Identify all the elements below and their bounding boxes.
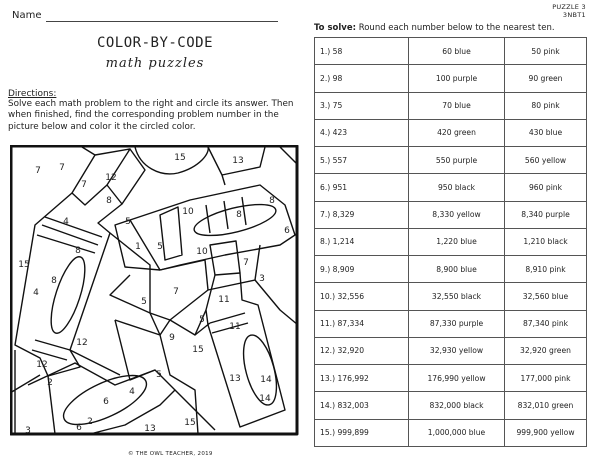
problem-cell: 13.) 176,992 <box>315 365 409 392</box>
region-number[interactable]: 15 <box>192 345 204 355</box>
problem-row <box>315 65 587 92</box>
instructions-label: To solve: <box>314 23 356 33</box>
worksheet-title: COLOR-BY-CODE <box>96 35 214 51</box>
region-number[interactable]: 13 <box>229 374 241 384</box>
answer-choice-a[interactable]: 32,550 black <box>409 283 505 310</box>
answer-choice-b[interactable]: 960 pink <box>505 174 587 201</box>
problem-row <box>315 283 587 310</box>
region-number[interactable]: 3 <box>259 274 265 284</box>
region-number[interactable]: 7 <box>243 258 249 268</box>
region-number[interactable]: 14 <box>260 375 272 385</box>
problem-cell: 12.) 32,920 <box>315 337 409 364</box>
region-number[interactable]: 13 <box>144 424 156 434</box>
answer-choice-a[interactable]: 8,900 blue <box>409 256 505 283</box>
answer-choice-b[interactable]: 8,910 pink <box>505 256 587 283</box>
answer-choice-a[interactable]: 420 green <box>409 119 505 146</box>
answer-choice-b[interactable]: 999,900 yellow <box>505 419 587 446</box>
instructions-text: Round each number below to the nearest ten. <box>356 23 555 33</box>
problem-cell: 14.) 832,003 <box>315 392 409 419</box>
region-number[interactable]: 11 <box>218 295 230 305</box>
answer-choice-a[interactable]: 1,220 blue <box>409 228 505 255</box>
answer-choice-a[interactable]: 70 blue <box>409 92 505 119</box>
puzzle-standard: 3NBT1 <box>562 11 586 20</box>
problem-row <box>315 310 587 337</box>
problem-cell: 6.) 951 <box>315 174 409 201</box>
region-number[interactable]: 3 <box>25 426 31 436</box>
region-number[interactable]: 12 <box>36 360 48 370</box>
region-number[interactable]: 4 <box>33 288 39 298</box>
region-number[interactable]: 5 <box>141 297 147 307</box>
answer-table <box>314 37 587 447</box>
answer-choice-b[interactable]: 32,560 blue <box>505 283 587 310</box>
problem-row <box>315 337 587 364</box>
region-number[interactable]: 5 <box>157 242 163 252</box>
answer-choice-b[interactable]: 80 pink <box>505 92 587 119</box>
region-number[interactable]: 8 <box>236 210 242 220</box>
region-number[interactable]: 12 <box>105 173 117 183</box>
answer-choice-a[interactable]: 832,000 black <box>409 392 505 419</box>
region-number[interactable]: 2 <box>87 417 93 427</box>
problem-cell: 5.) 557 <box>315 147 409 174</box>
problem-row <box>315 119 587 146</box>
answer-choice-b[interactable]: 1,210 black <box>505 228 587 255</box>
problem-cell: 8.) 1,214 <box>315 228 409 255</box>
region-number[interactable]: 15 <box>174 153 186 163</box>
name-label: Name <box>12 10 42 21</box>
answer-choice-b[interactable]: 87,340 pink <box>505 310 587 337</box>
directions-text: Solve each math problem to the right and circle its answer. Then when finished, find the corresponding problem number in the picture below and color it the circled color. <box>8 99 294 132</box>
region-number[interactable]: 7 <box>173 287 179 297</box>
region-number[interactable]: 9 <box>169 333 175 343</box>
copyright-footer: © THE OWL TEACHER, 2019 <box>128 451 213 457</box>
region-number[interactable]: 8 <box>269 196 275 206</box>
problem-row <box>315 92 587 119</box>
answer-choice-a[interactable]: 8,330 yellow <box>409 201 505 228</box>
region-number[interactable]: 7 <box>35 166 41 176</box>
picture-outlines <box>10 146 298 434</box>
answer-choice-a[interactable]: 176,990 yellow <box>409 365 505 392</box>
region-number[interactable]: 15 <box>18 260 30 270</box>
region-number[interactable]: 8 <box>51 276 57 286</box>
region-number[interactable]: 6 <box>284 226 290 236</box>
name-line[interactable] <box>46 21 278 22</box>
problem-cell: 10.) 32,556 <box>315 283 409 310</box>
directions-heading: Directions: <box>8 89 57 99</box>
problem-row <box>315 365 587 392</box>
problem-cell: 9.) 8,909 <box>315 256 409 283</box>
problem-row <box>315 228 587 255</box>
answer-choice-b[interactable]: 560 yellow <box>505 147 587 174</box>
answer-choice-a[interactable]: 1,000,000 blue <box>409 419 505 446</box>
problem-cell: 3.) 75 <box>315 92 409 119</box>
region-number[interactable]: 13 <box>232 156 244 166</box>
region-number[interactable]: 10 <box>196 247 208 257</box>
puzzle-id <box>552 3 586 19</box>
region-number[interactable]: 10 <box>182 207 194 217</box>
answer-choice-b[interactable]: 8,340 purple <box>505 201 587 228</box>
problem-row <box>315 256 587 283</box>
region-number[interactable]: 6 <box>76 423 82 433</box>
answer-choice-a[interactable]: 950 black <box>409 174 505 201</box>
region-number[interactable]: 11 <box>229 322 241 332</box>
region-number[interactable]: 14 <box>259 394 271 404</box>
region-number[interactable]: 2 <box>47 378 53 388</box>
answer-choice-b[interactable]: 32,920 green <box>505 337 587 364</box>
answer-choice-b[interactable]: 430 blue <box>505 119 587 146</box>
region-number[interactable]: 1 <box>135 242 141 252</box>
instructions <box>314 23 555 33</box>
answer-choice-a[interactable]: 100 purple <box>409 65 505 92</box>
region-number[interactable]: 7 <box>59 163 65 173</box>
region-number[interactable]: 8 <box>75 246 81 256</box>
region-number[interactable]: 5 <box>156 370 162 380</box>
worksheet-subtitle: math puzzles <box>105 56 205 71</box>
problem-cell: 4.) 423 <box>315 119 409 146</box>
region-number[interactable]: 5 <box>199 315 205 325</box>
answer-choice-b[interactable]: 832,010 green <box>505 392 587 419</box>
answer-choice-b[interactable]: 50 pink <box>505 38 587 65</box>
region-number[interactable]: 4 <box>129 387 135 397</box>
problem-cell: 11.) 87,334 <box>315 310 409 337</box>
puzzle-number: PUZZLE 3 <box>552 3 586 11</box>
region-number[interactable]: 7 <box>81 180 87 190</box>
picture-number-labels <box>18 153 290 436</box>
answer-choice-a[interactable]: 32,930 yellow <box>409 337 505 364</box>
region-number[interactable]: 15 <box>184 418 196 428</box>
problem-row <box>315 419 587 446</box>
problem-row <box>315 201 587 228</box>
answer-choice-b[interactable]: 90 green <box>505 65 587 92</box>
region-number[interactable]: 8 <box>106 196 112 206</box>
answer-choice-b[interactable]: 177,000 pink <box>505 365 587 392</box>
problem-row <box>315 38 587 65</box>
region-number[interactable]: 5 <box>125 217 131 227</box>
problem-cell: 7.) 8,329 <box>315 201 409 228</box>
problem-row <box>315 147 587 174</box>
problem-row <box>315 392 587 419</box>
answer-choice-a[interactable]: 60 blue <box>409 38 505 65</box>
region-number[interactable]: 12 <box>76 338 88 348</box>
problem-cell: 15.) 999,899 <box>315 419 409 446</box>
answer-choice-a[interactable]: 550 purple <box>409 147 505 174</box>
problem-cell: 2.) 98 <box>315 65 409 92</box>
color-by-code-picture <box>10 145 300 445</box>
answer-choice-a[interactable]: 87,330 purple <box>409 310 505 337</box>
problem-row <box>315 174 587 201</box>
region-number[interactable]: 4 <box>63 217 69 227</box>
region-number[interactable]: 6 <box>103 397 109 407</box>
problem-cell: 1.) 58 <box>315 38 409 65</box>
